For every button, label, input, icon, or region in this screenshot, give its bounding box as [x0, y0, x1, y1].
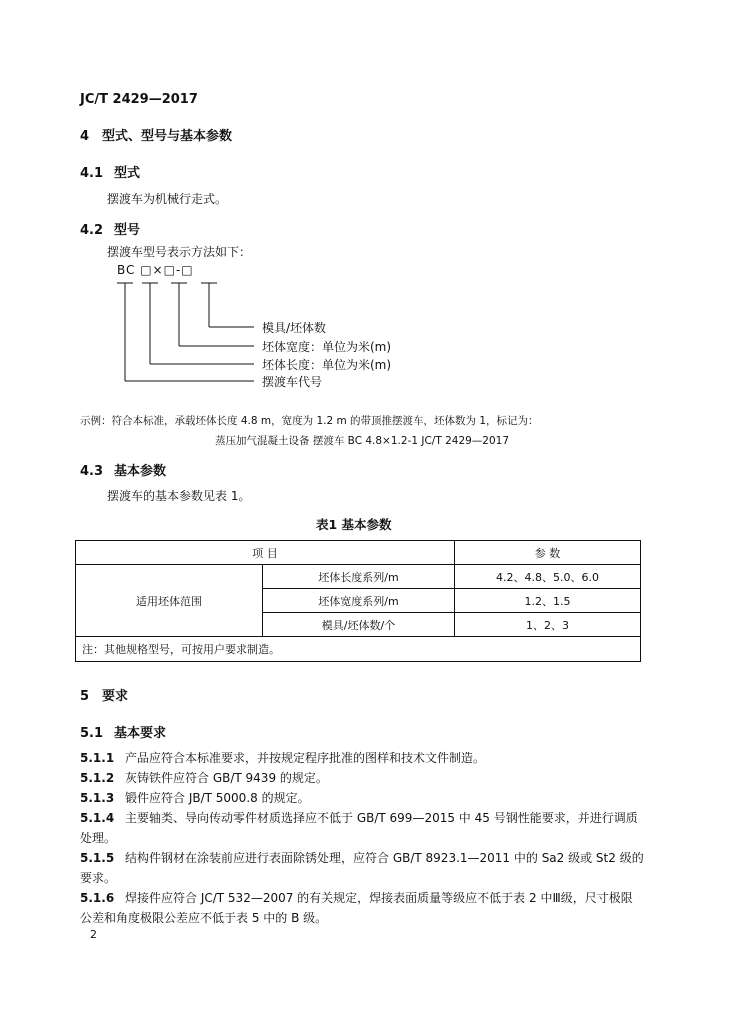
clause-text: 焊接件应符合 JC/T 532—2007 的有关规定，焊接表面质量等级应不低于表 2 中Ⅲ级，尺寸极限 — [125, 891, 633, 905]
subsection-title: 基本参数 — [114, 464, 167, 479]
subsection-title: 型号 — [114, 223, 141, 238]
paragraph-4-3: 摆渡车的基本参数见表 1。 — [107, 489, 251, 503]
clause-number: 5.1.1 — [80, 751, 115, 765]
subsection-title: 型式 — [114, 166, 141, 181]
subsection-5-1-heading — [80, 722, 166, 741]
diagram-label-vehicle-code: 摆渡车代号 — [262, 375, 323, 389]
row-value-cell: 4.2、4.8、5.0、6.0 — [455, 565, 641, 589]
subsection-number: 5.1 — [80, 726, 104, 741]
clause-5-1-6 — [80, 889, 633, 906]
clause-text: 结构件钢材在涂装前应进行表面除锈处理，应符合 GB/T 8923.1—2011 中的 Sa2 级或 St2 级的 — [125, 851, 644, 865]
section-title: 要求 — [102, 689, 129, 704]
model-intro-text: 摆渡车型号表示方法如下： — [107, 245, 252, 259]
row-name-cell: 坯体宽度系列/m — [263, 589, 455, 613]
paragraph-4-1: 摆渡车为机械行走式。 — [107, 192, 228, 206]
section-title: 型式、型号与基本参数 — [102, 129, 233, 144]
group-label-cell: 适用坯体范围 — [76, 565, 263, 637]
clause-5-1-1 — [80, 749, 485, 766]
clause-text: 主要轴类、导向传动零件材质选择应不低于 GB/T 699—2015 中 45 号钢性能要求，并进行调质 — [125, 811, 638, 825]
section-number: 5 — [80, 689, 90, 704]
clause-text: 灰铸铁件应符合 GB/T 9439 的规定。 — [125, 771, 328, 785]
subsection-4-3-heading — [80, 460, 166, 479]
example-marking: 蒸压加气混凝土设备 摆渡车 BC 4.8×1.2-1 JC/T 2429—2017 — [215, 435, 510, 447]
example-text: 示例：符合本标准，承载坯体长度 4.8 m，宽度为 1.2 m 的带顶推摆渡车，坯体数为 1，标记为： — [80, 415, 539, 427]
subsection-number: 4.2 — [80, 223, 104, 238]
section-number: 4 — [80, 129, 90, 144]
diagram-label-body-width: 坯体宽度：单位为米(m) — [262, 340, 392, 354]
header-item: 项 目 — [76, 541, 455, 565]
section-5-heading — [80, 685, 128, 704]
clause-number: 5.1.6 — [80, 891, 115, 905]
table-note: 注：其他规格型号，可按用户要求制造。 — [76, 637, 641, 662]
clause-5-1-5 — [80, 849, 644, 866]
row-name-cell: 坯体长度系列/m — [263, 565, 455, 589]
clause-text: 产品应符合本标准要求，并按规定程序批准的图样和技术文件制造。 — [125, 751, 486, 765]
table-note-row — [76, 637, 641, 662]
row-value-cell: 1.2、1.5 — [455, 589, 641, 613]
document-code-header: JC/T 2429—2017 — [80, 92, 198, 107]
diagram-label-body-length: 坯体长度：单位为米(m) — [262, 358, 392, 372]
diagram-label-mold-count: 模具/坯体数 — [262, 321, 327, 335]
page-number: 2 — [90, 928, 97, 941]
model-code: BC □×□-□ — [117, 263, 194, 277]
table-row — [76, 565, 641, 589]
row-name-cell: 模具/坯体数/个 — [263, 613, 455, 637]
clause-5-1-4-continuation: 处理。 — [80, 831, 117, 845]
clause-5-1-5-continuation: 要求。 — [80, 871, 117, 885]
clause-number: 5.1.5 — [80, 851, 115, 865]
table-1-basic-parameters — [75, 540, 641, 662]
clause-5-1-2 — [80, 769, 328, 786]
clause-number: 5.1.2 — [80, 771, 115, 785]
clause-number: 5.1.3 — [80, 791, 115, 805]
subsection-number: 4.3 — [80, 464, 104, 479]
table-header-row — [76, 541, 641, 565]
clause-number: 5.1.4 — [80, 811, 115, 825]
table-1-caption: 表1 基本参数 — [316, 517, 392, 532]
row-value-cell: 1、2、3 — [455, 613, 641, 637]
subsection-number: 4.1 — [80, 166, 104, 181]
clause-5-1-4 — [80, 809, 638, 826]
clause-5-1-3 — [80, 789, 310, 806]
clause-5-1-6-continuation: 公差和角度极限公差应不低于表 5 中的 B 级。 — [80, 911, 328, 925]
clause-text: 锻件应符合 JB/T 5000.8 的规定。 — [125, 791, 310, 805]
header-param: 参 数 — [455, 541, 641, 565]
subsection-title: 基本要求 — [114, 726, 167, 741]
